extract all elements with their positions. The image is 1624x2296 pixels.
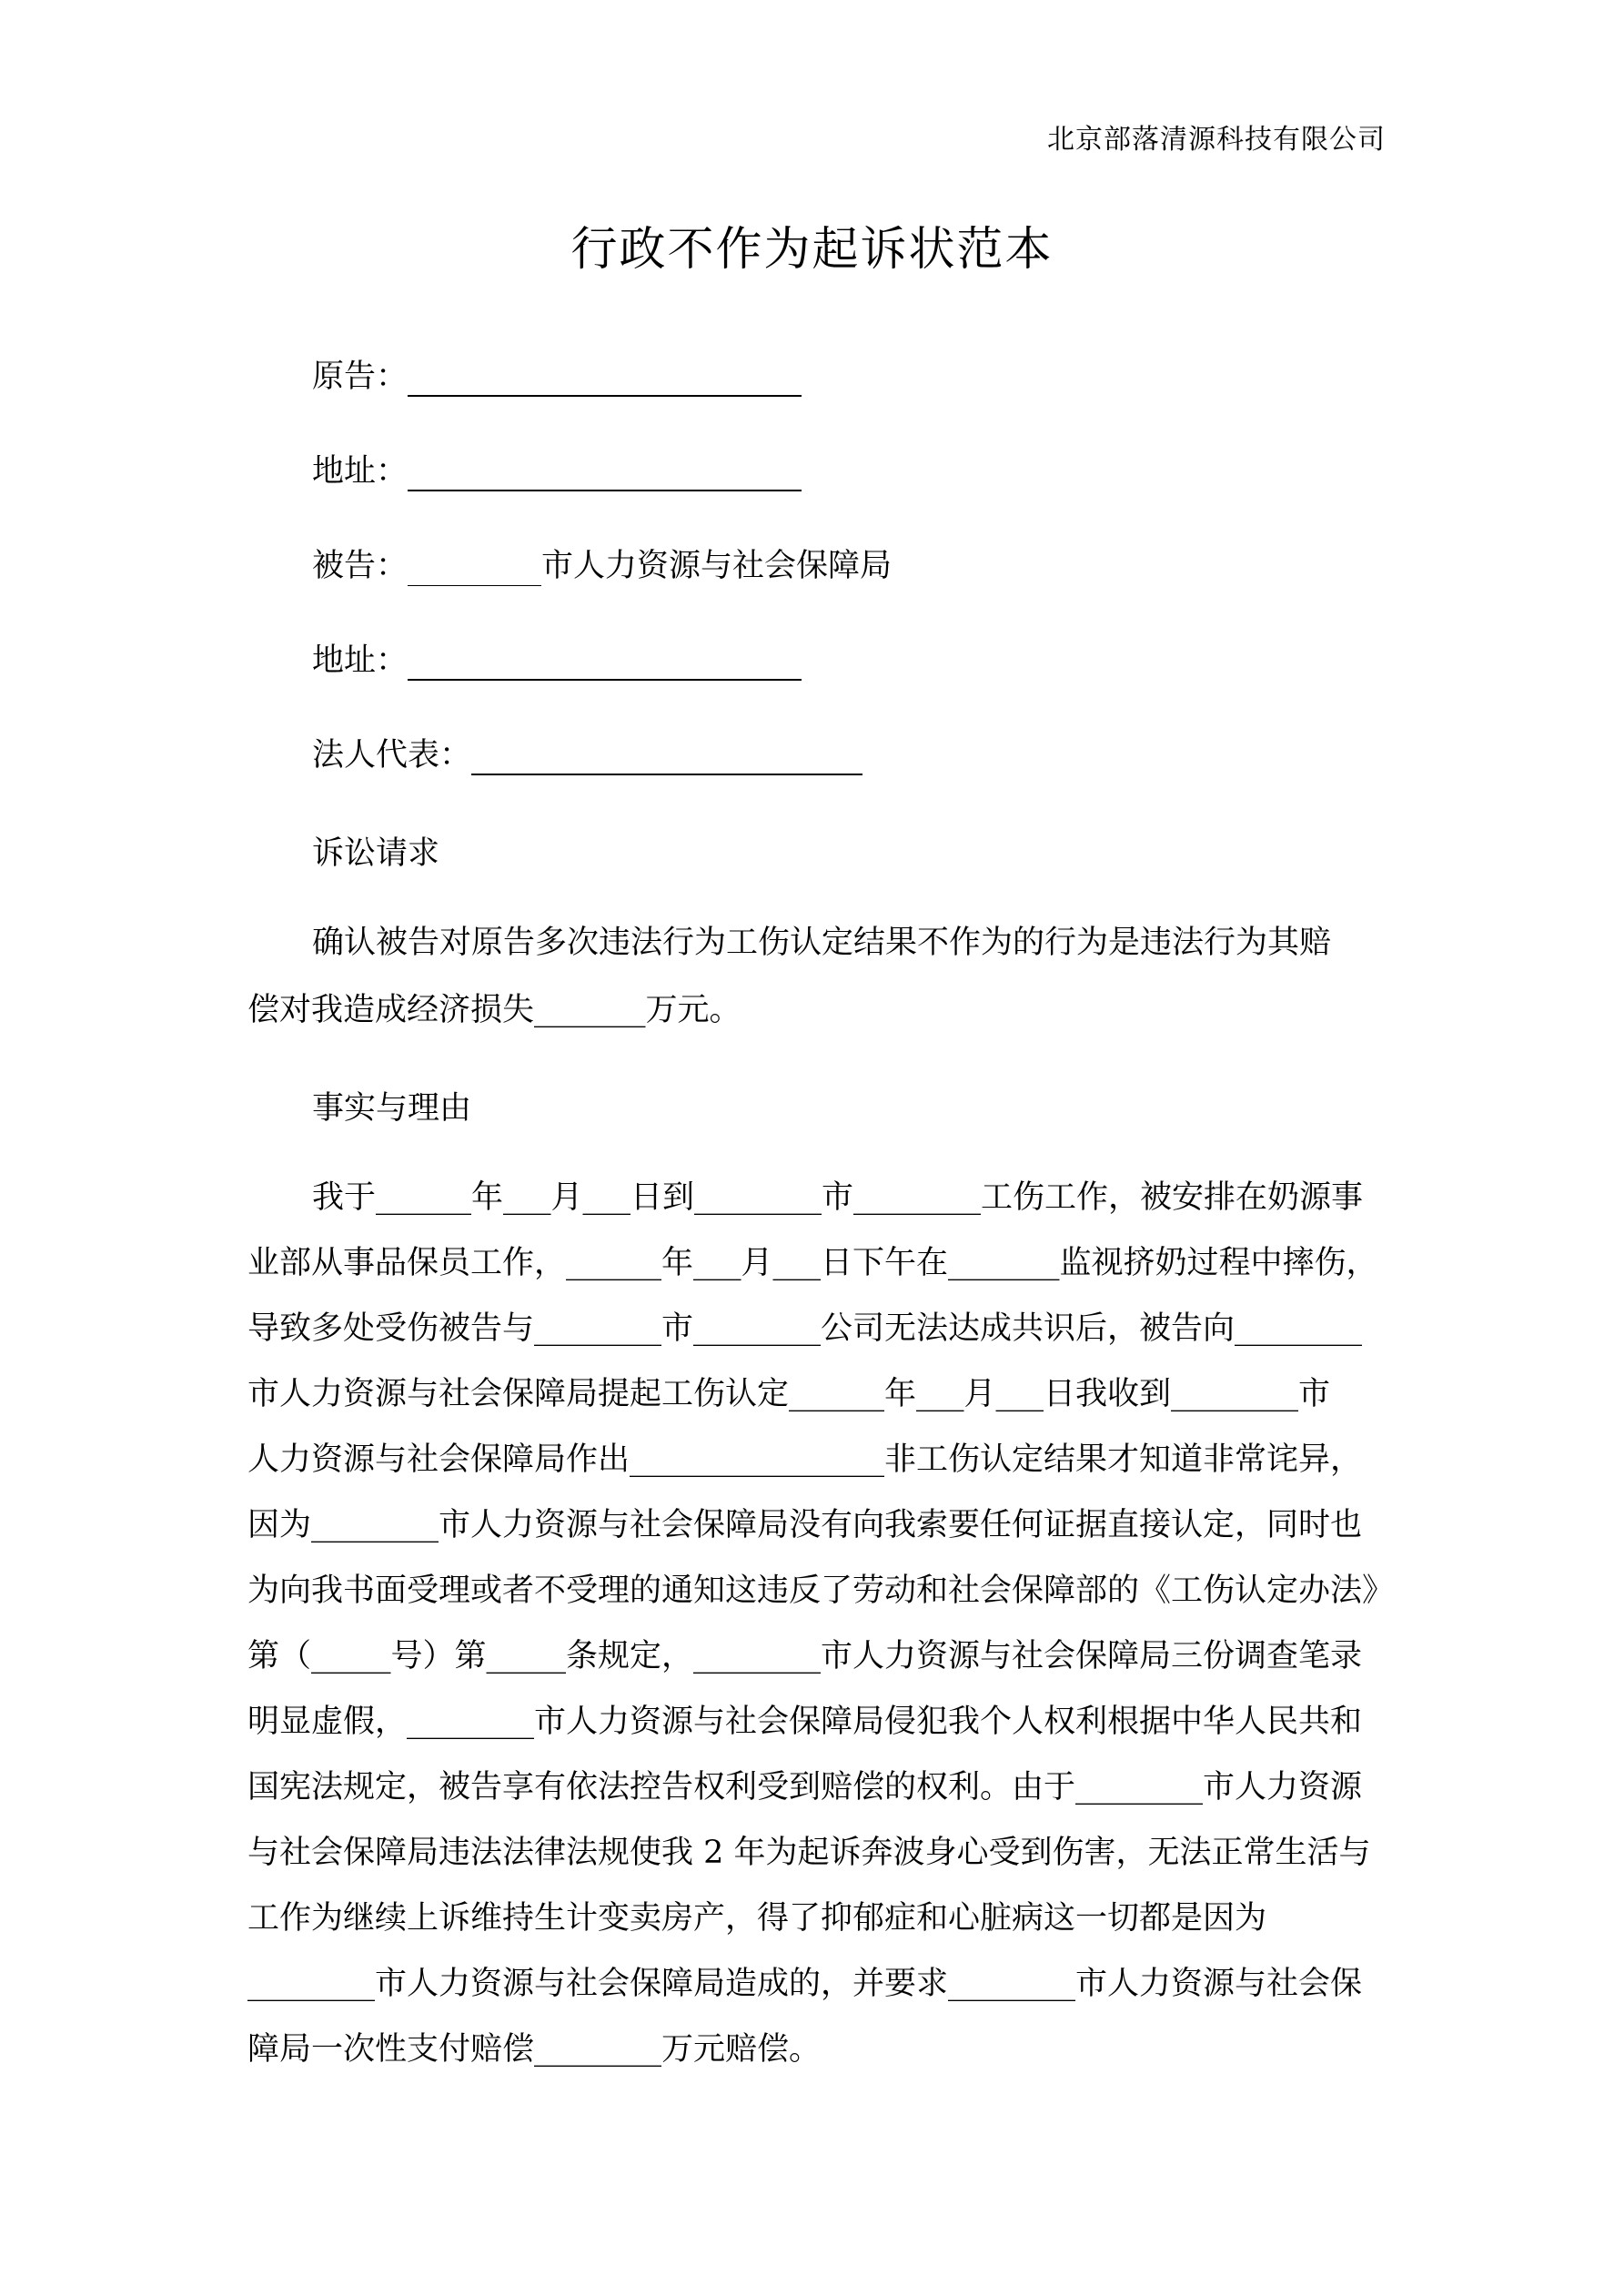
claims-heading: 诉讼请求 (312, 835, 440, 872)
plaintiff-label: 原告： (312, 359, 409, 395)
legal-rep-blank[interactable] (471, 743, 862, 775)
facts-line: 业部从事品保员工作，______年___月___日下午在_______监视挤奶过程中摔伤， (247, 1245, 1378, 1281)
claim-line: 确认被告对原告多次违法行为工伤认定结果不作为的行为是违法行为其赔 (312, 925, 1332, 961)
plaintiff-field (312, 351, 802, 397)
facts-line: 因为________市人力资源与社会保障局没有向我索要任何证据直接认定，同时也 (247, 1507, 1363, 1543)
facts-line: ________市人力资源与社会保障局造成的，并要求________市人力资源与社会保 (247, 1966, 1363, 2002)
facts-paragraph (247, 1165, 1395, 2082)
facts-line: 第（_____号）第_____条规定，________市人力资源与社会保障局三份调查笔录 (247, 1638, 1363, 1674)
defendant-address-field (312, 635, 802, 681)
plaintiff-blank[interactable] (408, 364, 802, 397)
legal-rep-label: 法人代表： (312, 737, 472, 774)
facts-line: 国宪法规定，被告享有依法控告权利受到赔偿的权利。由于________市人力资源 (247, 1769, 1363, 1805)
facts-line: 与社会保障局违法法律法规使我 2 年为起诉奔波身心受到伤害，无法正常生活与 (247, 1835, 1371, 1871)
facts-line: 障局一次性支付赔偿________万元赔偿。 (247, 2031, 822, 2068)
facts-line: 人力资源与社会保障局作出________________非工伤认定结果才知道非常诧异， (247, 1441, 1363, 1478)
plaintiff-address-field (312, 446, 802, 491)
defendant-city-blank[interactable] (408, 556, 541, 586)
facts-line: 明显虚假，________市人力资源与社会保障局侵犯我个人权利根据中华人民共和 (247, 1704, 1363, 1740)
claim-paragraph (247, 909, 1385, 1044)
defendant-label: 被告： (312, 548, 409, 584)
document-title: 行政不作为起诉状范本 (570, 223, 1054, 277)
defendant-value: 市人力资源与社会保障局 (541, 548, 893, 584)
defendant-address-blank[interactable] (408, 648, 802, 681)
plaintiff-address-blank[interactable] (408, 459, 802, 491)
header-company-name: 北京部落清源科技有限公司 (1047, 124, 1386, 156)
defendant-address-label: 地址： (312, 642, 409, 679)
claim-line: 偿对我造成经济损失_______万元。 (247, 992, 741, 1028)
facts-line: 为向我书面受理或者不受理的通知这违反了劳动和社会保障部的《工伤认定办法》 (247, 1573, 1395, 1609)
facts-line: 导致多处受伤被告与________市________公司无法达成共识后，被告向________ (247, 1310, 1363, 1347)
plaintiff-address-label: 地址： (312, 453, 409, 490)
facts-heading: 事实与理由 (312, 1090, 472, 1127)
facts-line: 工作为继续上诉维持生计变卖房产，得了抑郁症和心脏病这一切都是因为 (247, 1900, 1267, 1937)
defendant-field (312, 541, 892, 586)
legal-rep-field (312, 730, 862, 775)
facts-line: 我于______年___月___日到________市________工伤工作，被安排在奶源事 (312, 1179, 1364, 1216)
facts-line: 市人力资源与社会保障局提起工伤认定______年___月___日我收到________市 (247, 1376, 1331, 1412)
